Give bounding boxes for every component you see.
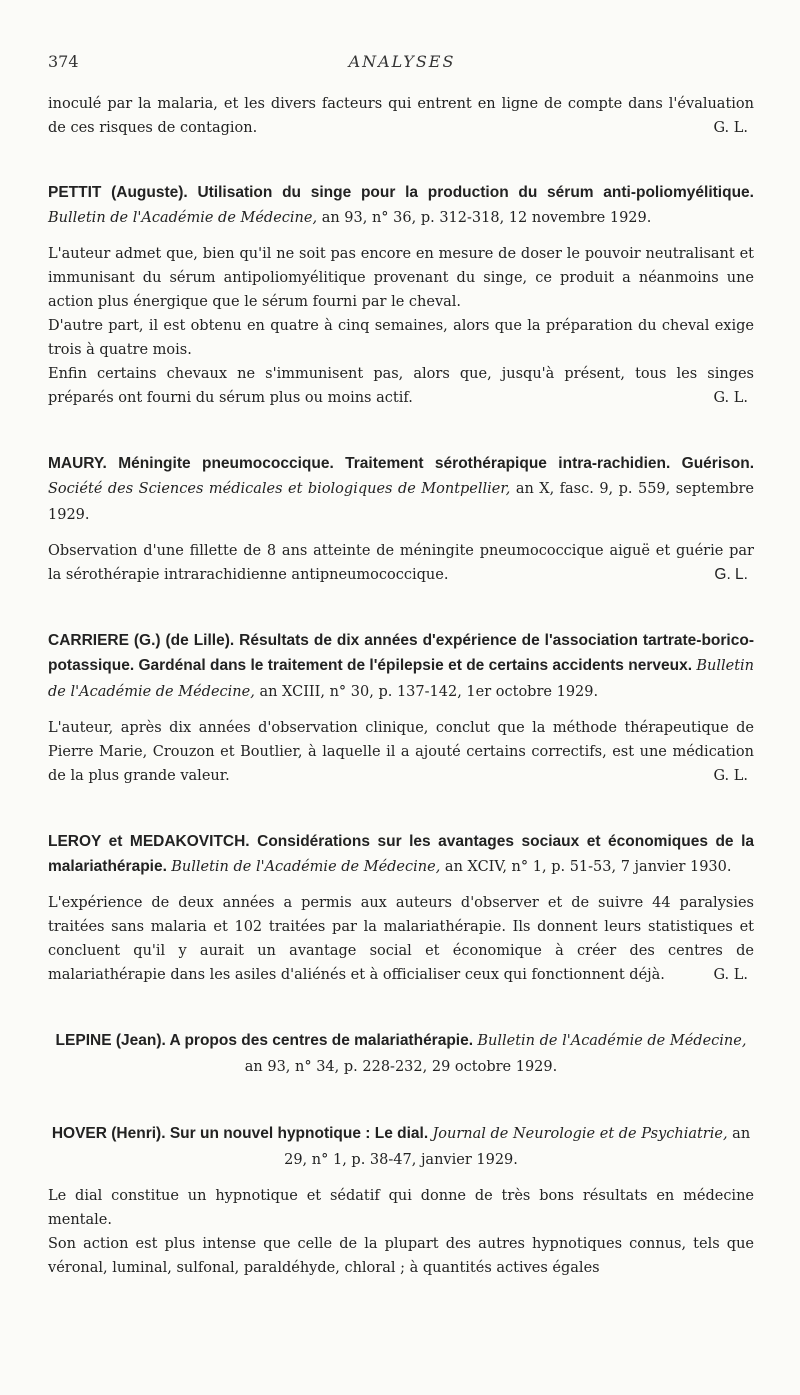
continuation-text: inoculé par la malaria, et les divers facteurs qui entrent en ligne de compte dans l'évaluation de ces risques de contagion. xyxy=(48,96,754,136)
bibliographic-reference xyxy=(48,481,754,523)
abstract-entry xyxy=(48,628,754,788)
reviewer-initials: G. L. xyxy=(713,768,748,784)
abstract-entry xyxy=(48,1121,754,1280)
page-number: 374 xyxy=(48,52,79,71)
journal-name: Bulletin de l'Académie de Médecine, xyxy=(48,658,754,700)
journal-name: Bulletin de l'Académie de Médecine, xyxy=(477,1033,747,1049)
abstract-paragraph xyxy=(48,891,754,987)
abstract-text: Observation d'une fillette de 8 ans atteinte de méningite pneumococcique aiguë et guérie par la sérothérapie intrarachidienne antipneumococcique. xyxy=(48,543,754,583)
publication-details: an XCIV, n° 1, p. 51-53, 7 janvier 1930. xyxy=(444,859,732,875)
publication-details: an X, fasc. 9, p. 559, septembre 1929. xyxy=(48,481,754,523)
author: LEPINE (Jean). xyxy=(55,1032,166,1049)
author: MAURY. xyxy=(48,455,107,472)
publication-details: an XCIII, n° 30, p. 137-142, 1er octobre 1929. xyxy=(259,684,599,700)
journal-name: Bulletin de l'Académie de Médecine, xyxy=(171,859,441,875)
abstract-paragraph: Le dial constitue un hypnotique et sédatif qui donne de très bons résultats en médecine mentale. xyxy=(48,1188,754,1228)
reviewer-initials: G. L. xyxy=(713,967,748,983)
continuation-initials: G. L. xyxy=(713,120,748,136)
abstract-entry xyxy=(48,180,754,410)
journal-name: Société des Sciences médicales et biologiques de Montpellier, xyxy=(48,481,511,497)
abstract-text: Enfin certains chevaux ne s'immunisent pas, alors que, jusqu'à présent, tous les singes préparés ont fourni du sérum plus ou moins actif. xyxy=(48,366,754,406)
bibliographic-reference xyxy=(171,859,731,875)
running-title: ANALYSES xyxy=(348,52,456,71)
article-title: Méningite pneumococcique. Traitement sérothérapique intra-rachidien. Guérison. xyxy=(118,455,755,472)
article-title: Utilisation du singe pour la production du sérum anti-poliomyélitique. xyxy=(197,184,754,201)
reviewer-initials: G. L. xyxy=(713,390,748,406)
author: PETTIT (Auguste). xyxy=(48,184,188,201)
publication-details: an 93, n° 34, p. 228-232, 29 octobre 1929. xyxy=(244,1059,558,1075)
page-header xyxy=(48,52,756,76)
bibliographic-reference xyxy=(48,210,651,226)
citation xyxy=(48,829,754,880)
citation xyxy=(48,1121,754,1173)
abstract-paragraph xyxy=(48,539,754,587)
journal-name: Journal de Neurologie et de Psychiatrie, xyxy=(432,1126,728,1142)
abstract-text: L'auteur, après dix années d'observation clinique, conclut que la méthode thérapeutique de Pierre Marie, Crouzon et Boutlier, à laquelle il a ajouté certains correctifs, est une médication de la plus grande valeur. xyxy=(48,720,754,784)
abstract-entry xyxy=(48,829,754,987)
author: HOVER (Henri). xyxy=(51,1125,166,1142)
abstract-entry xyxy=(48,451,754,587)
author: CARRIERE (G.) (de Lille). xyxy=(48,632,235,649)
abstract-paragraph: L'auteur admet que, bien qu'il ne soit pas encore en mesure de doser le pouvoir neutralisant et immunisant du sérum antipoliomyélitique provenant du singe, ce produit a néanmoins une action plus énergique que le sérum fourni par le cheval. xyxy=(48,246,754,310)
citation xyxy=(48,451,754,528)
author: LEROY et MEDAKOVITCH. xyxy=(48,833,250,850)
publication-details: an 93, n° 36, p. 312-318, 12 novembre 1929. xyxy=(321,210,652,226)
abstract-paragraph xyxy=(48,362,754,410)
publication-details: an 29, n° 1, p. 38-47, janvier 1929. xyxy=(284,1126,751,1168)
abstract-entry xyxy=(48,1028,754,1080)
abstract-paragraph xyxy=(48,716,754,788)
article-title: Considérations sur les avantages sociaux et économiques de la malariathérapie. xyxy=(48,833,754,875)
citation xyxy=(48,180,754,231)
abstract-paragraph: Son action est plus intense que celle de la plupart des autres hypnotiques connus, tels que véronal, luminal, sulfonal, paraldéhyde, chloral ; à quantités actives égales xyxy=(48,1236,754,1276)
journal-name: Bulletin de l'Académie de Médecine, xyxy=(48,210,318,226)
citation xyxy=(48,1028,754,1080)
article-title: A propos des centres de malariathérapie. xyxy=(169,1032,474,1049)
abstract-text: L'expérience de deux années a permis aux auteurs d'observer et de suivre 44 paralysies traitées sans malaria et 102 traitées par la malariathérapie. Ils donnent leurs statistiques et concluent qu'il y aurait un avantage social et économique à créer des centres de malariathérapie dans les asiles d'aliénés et à officialiser ceux qui fonctionnent déjà. xyxy=(48,895,754,983)
page-body xyxy=(48,92,754,1321)
citation xyxy=(48,628,754,705)
article-title: Sur un nouvel hypnotique : Le dial. xyxy=(169,1125,429,1142)
reviewer-initials: G. L. xyxy=(714,566,748,583)
abstract-paragraph: D'autre part, il est obtenu en quatre à cinq semaines, alors que la préparation du cheval exige trois à quatre mois. xyxy=(48,318,754,358)
article-title: Résultats de dix années d'expérience de l'association tartrate-borico-potassique. Gardénal dans le traitement de l'épilepsie et de certains accidents nerveux. xyxy=(48,632,754,674)
continuation-paragraph xyxy=(48,92,754,140)
